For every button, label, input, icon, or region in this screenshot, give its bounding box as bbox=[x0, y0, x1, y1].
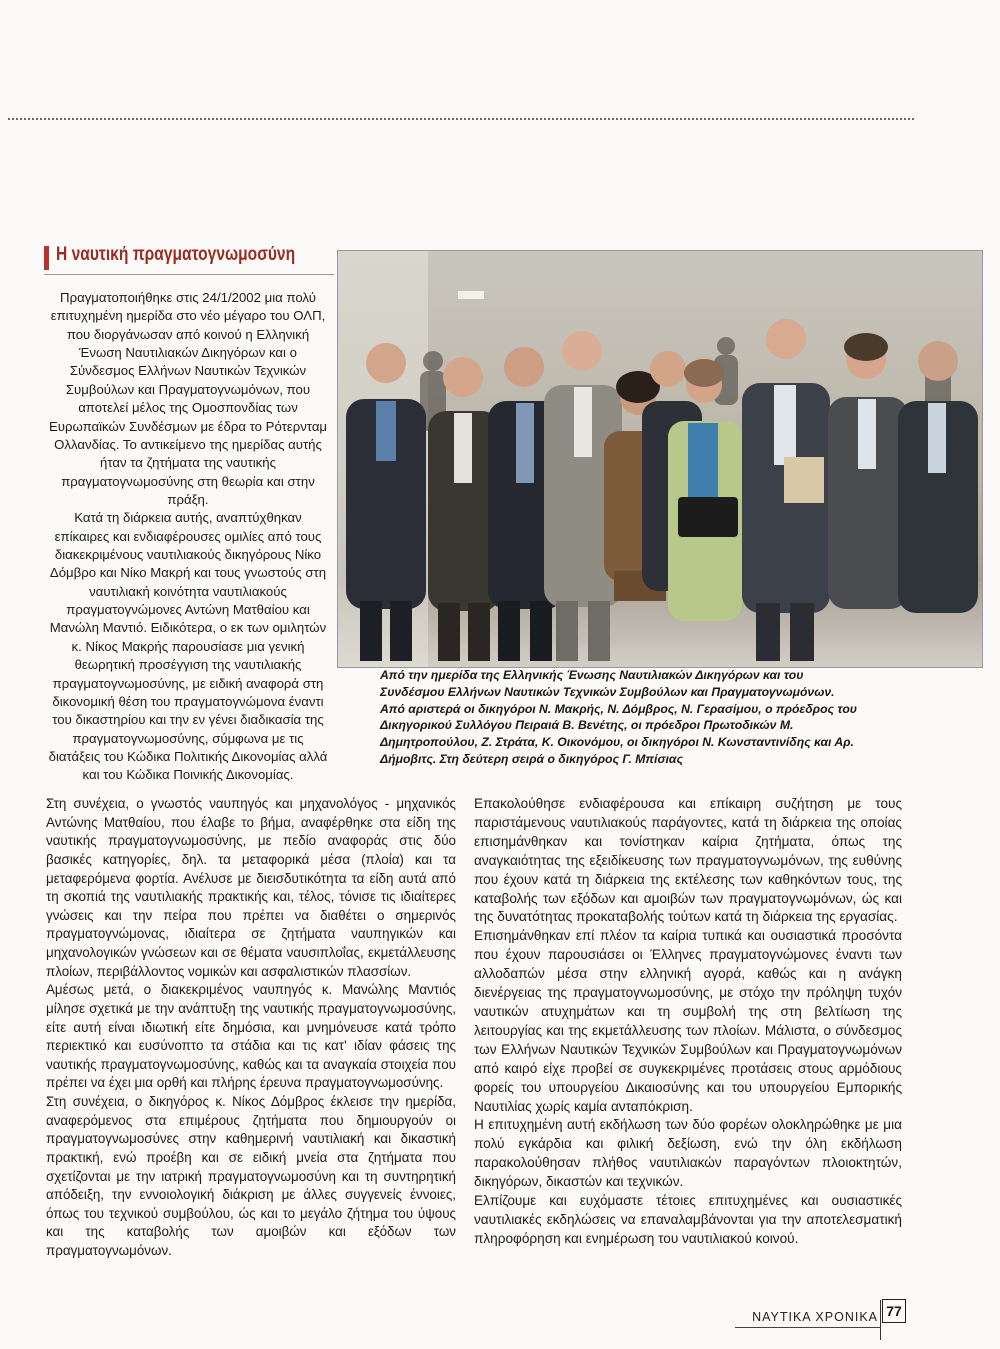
group-photo bbox=[337, 250, 983, 668]
intro-paragraph: Πραγματοποιήθηκε στις 24/1/2002 μια πολύ επιτυχημένη ημερίδα στο νέο μέγαρο του ΟΛΠ, που διοργάνωσαν από κοινού η Ελληνική Ένωση Ναυτιλιακών Δικηγόρων και ο Σύνδεσμος Ελλήνων Ναυτικών Τεχνικών Συμβούλων και Πραγματογνωμόνων, που αποτελεί μέλος της Ομοσπονδίας των Ευρωπαϊκών Συνδέσμων με έδρα το Ρότερνταμ Ολλανδίας. Το αντικείμενο της ημερίδας αυτής ήταν τα ζητήματα της ναυτικής πραγματογνωμοσύνης στη θεωρία και στην πράξη. bbox=[48, 290, 328, 507]
top-dotted-rule bbox=[8, 118, 914, 120]
intro-paragraph: Κατά τη διάρκεια αυτής, αναπτύχθηκαν επίκαιρες και ενδιαφέρουσες ομιλίες από τους διακεκριμένους ναυτιλιακούς δικηγόρους Νίκο Δόμβρο και Νίκο Μακρή και τους γνωστούς στη ναυτιλιακή κοινότητα ναυτιλιακούς πραγματογνώμονες Αντώνη Ματθαίου και Μανώλη Μαντιό. Ειδικότερα, ο εκ των ομιλητών κ. Νίκος Μακρής παρουσίασε μια γενική θεωρητική προσέγγιση της ναυτιλιακής πραγματογνωμοσύνης, με ειδική αναφορά στη δικονομική θέση του πραγματογνώμονα έναντι του δικαστηρίου και την εν γένει διαδικασία της πραγματογνωμοσύνης, σύμφωνα με τις διατάξεις του Κώδικα Πολιτικής Δικονομίας αλλά και του Κώδικα Ποινικής Δικονομίας. bbox=[48, 510, 328, 783]
right-paragraph: Επακολούθησε ενδιαφέρουσα και επίκαιρη συζήτηση με τους παριστάμενους ναυτιλιακούς παράγοντες, κατά τη διάρκεια της οποίας επισημάνθηκαν και τονίστηκαν καίρια ζητήματα, όπως της αναγκαιότητας της εξειδίκευσης των πραγματογνωμόνων, της ευθύνης που έχουν κατά τη διάρκεια της εκτέλεσης των καθηκόντων τους, της καταβολής των εξόδων και αμοιβών των πραγματογνωμόνων, ώς και της δυνατότητας προκαταβολής τούτων κατά τη διάρκεια της εργασίας. bbox=[474, 796, 902, 925]
left-paragraph: Αμέσως μετά, ο διακεκριμένος ναυπηγός κ. Μανώλης Μαντιός μίλησε σχετικά με την ανάπτυξη της ναυτικής πραγματογνωμοσύνης, είτε αυτή είναι ιδιωτική είτε δημόσια, και μνημόνευσε κατά τρόπο περιεκτικό και ευσύνοπτο τα στάδια και τις κατ' ιδίαν φάσεις της ναυτικής πραγματογνωμοσύνης, καθώς και τα αναγκαία στοιχεία που πρέπει να έχει μια ορθή και πλήρης έρευνα πραγματογνωμοσύνης. bbox=[46, 982, 456, 1091]
caption-line: Από αριστερά οι δικηγόροι Ν. Μακρής, Ν. Δόμβρος, Ν. Γερασίμου, ο πρόεδρος του Δικηγορικού Συλλόγου Πειραιά Β. Βενέτης, οι πρόεδροι Πρωτοδικών Μ. Δημητροπούλου, Ζ. Στράτα, Κ. Οικονόμου, οι δικηγόροι Ν. Κωνσταντινίδης και Αρ. Δήμοβιτς. Στη δεύτερη σειρά ο δικηγόρος Γ. Μπίσιας bbox=[380, 701, 858, 766]
right-paragraph: Επισημάνθηκαν επί πλέον τα καίρια τυπικά και ουσιαστικά προσόντα που έχουν παρουσιάσει οι Έλληνες πραγματογνώμονες έναντι των αλλοδαπών μέσα στην ελληνική αγορά, καθώς και η ανάγκη διενέργειας της πραγματογνωμοσύνης, με στόχο την πρόληψη τυχόν ναυτικών ατυχημάτων και τη συμβολή της στη βελτίωση της λειτουργίας και της εκμετάλλευσης των πλοίων. Μάλιστα, ο σύνδεσμος των Ελλήνων Ναυτικών Τεχνικών Συμβούλων και Πραγματογνωμόνων από καιρό είχε προβεί σε συγκεκριμένες προτάσεις στους αρμόδιους φορείς του υπουργείου Δικαιοσύνης και του υπουργείου Εμπορικής Ναυτιλίας χωρίς καμία ανταπόκριση. bbox=[474, 928, 902, 1114]
caption-line: Από την ημερίδα της Ελληνικής Ένωσης Ναυτιλιακών Δικηγόρων και του Συνδέσμου Ελλήνων Ναυτικών Τεχνικών Συμβούλων και Πραγματογνωμόνων. bbox=[380, 668, 835, 699]
left-paragraph: Στη συνέχεια, ο γνωστός ναυπηγός και μηχανολόγος - μηχανικός Αντώνης Ματθαίου, που έλαβε το βήμα, αναφέρθηκε στα είδη της ναυτικής πραγματογνωμοσύνης, με πεδίο αναφοράς στις δύο βασικές κατηγορίες, δηλ. τα μεταφορικά μέσα (πλοία) και τα μεταφερόμενα φορτία. Ανέλυσε με διεισδυτικότητα τα είδη αυτά από τη σκοπιά της ναυτιλιακής πρακτικής και, τέλος, τόνισε τις ιδιαίτερες γνώσεις και την πείρα που πρέπει να διαθέτει ο σημερινός πραγματογνώμονας, ιδιαίτερα σε ζητήματα ναυπηγικών και μηχανολογικών γνώσεων και σε θέματα ναυσιπλοΐας, εκμετάλλευσης πλοίων, περιβάλλοντος νομικών και ασφαλιστικών πλασσίων. bbox=[46, 796, 456, 979]
title-accent-bar bbox=[44, 246, 49, 270]
left-paragraph: Στη συνέχεια, ο δικηγόρος κ. Νίκος Δόμβρος έκλεισε την ημερίδα, αναφερόμενος στα επιμέρους ζητήματα που δημιουργούν οι πραγματογνωμοσύνες στην καθημερινή ναυτιλιακή και δικαστική πρακτική, ενώ προέβη και σε ειδική μνεία στα ζητήματα που σχετίζονται με την ιατρική πραγματογνωμοσύνη και τη συντηρητική απόδειξη, την εννοιολογική διάκριση με άλλες συγγενείς έννοιες, όπως του τεχνικού συμβούλου, ώς και το μεγάλο ζήτημα του ύψους και της καταβολής των αμοιβών και εξόδων των πραγματογνωμόνων. bbox=[46, 1094, 456, 1258]
right-paragraph: Η επιτυχημένη αυτή εκδήλωση των δύο φορέων ολοκληρώθηκε με μια πολύ εγκάρδια και φιλική δεξίωση, ενώ την όλη εκδήλωση παρακολούθησαν πλήθος ναυτιλιακών παραγόντων πλοιοκτητών, δικηγόρων, δικαστών και τεχνικών. bbox=[474, 1117, 902, 1190]
photo-caption bbox=[380, 667, 870, 768]
title-underline bbox=[44, 274, 334, 275]
right-column bbox=[474, 795, 902, 1249]
footer-rule bbox=[735, 1327, 881, 1328]
article-title: Η ναυτική πραγματογνωμοσύνη bbox=[56, 244, 296, 265]
group-photo-illustration bbox=[338, 251, 982, 667]
footer-separator bbox=[880, 1300, 881, 1340]
right-paragraph: Ελπίζουμε και ευχόμαστε τέτοιες επιτυχημένες και ουσιαστικές ναυτιλιακές εκδηλώσεις να επαναλαμβάνονται για την αποτελεσματική πληροφόρηση και ενημέρωση του ναυτιλιακού κοινού. bbox=[474, 1193, 902, 1246]
left-column bbox=[46, 795, 456, 1261]
page-number: 77 bbox=[882, 1299, 906, 1323]
intro-column bbox=[46, 289, 330, 785]
magazine-name: ΝΑΥΤΙΚΑ ΧΡΟΝΙΚΑ bbox=[752, 1310, 878, 1324]
